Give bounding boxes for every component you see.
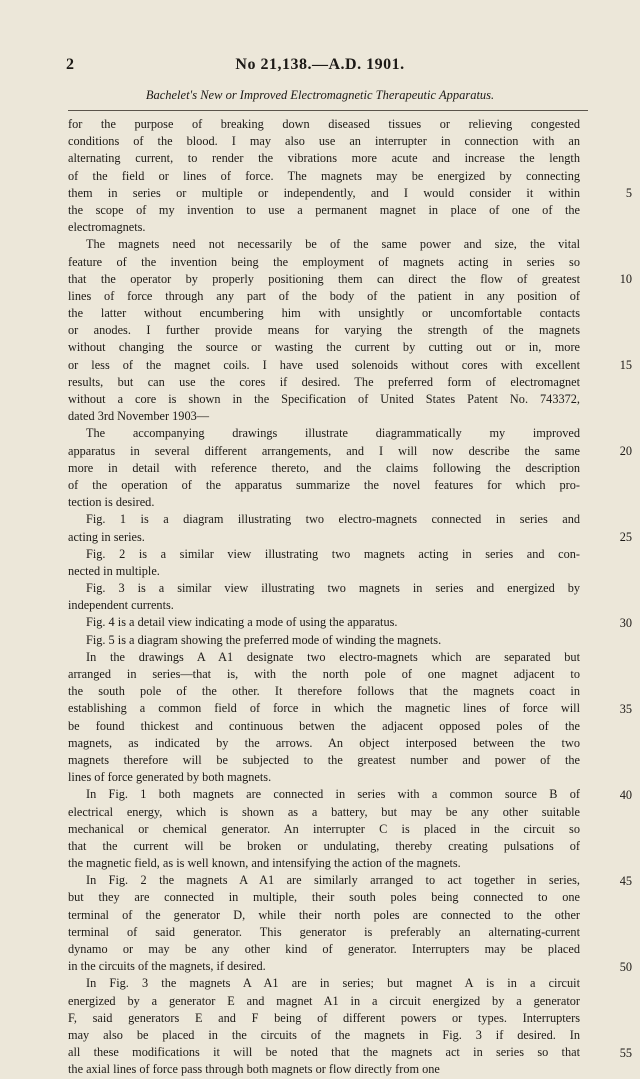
text-line: Fig. 5 is a diagram showing the preferred mode of winding the magnets. <box>86 632 442 647</box>
margin-line-number: 25 <box>619 529 632 544</box>
text-line: In Fig. 1 both magnets are connected in series with a common source B of <box>86 787 580 802</box>
text-line: mechanical or chemical generator. An interrupter C is placed in the circuit so <box>68 821 580 836</box>
text-line: without changing the source or wasting the current by cutting out or in, more <box>68 340 580 355</box>
text-line: dated 3rd November 1903— <box>68 409 210 424</box>
text-line: without a core is shown in the Specification of United States Patent No. 743372, <box>68 392 580 406</box>
text-line: electrical energy, which is shown as a battery, but may be any other suitable <box>68 804 580 819</box>
document-id: No 21,138.—A.D. 1901. <box>235 56 405 73</box>
margin-line-number: 50 <box>619 959 632 974</box>
text-line: magnets, as indicated by the arrows. An object interposed between the two <box>68 735 580 750</box>
text-line: dynamo or may be any other kind of generator. Interrupters may be placed <box>68 942 580 956</box>
text-line: the axial lines of force pass through both magnets or flow directly from one <box>68 1062 440 1077</box>
text-line: lines of force generated by both magnets. <box>68 770 272 785</box>
text-line: results, but can use the cores if desired. The preferred form of electromagnet <box>68 374 580 389</box>
text-line: tection is desired. <box>68 495 155 510</box>
text-line: that the current will be broken or undulating, thereby creating pulsations of <box>68 838 580 853</box>
margin-line-number: 35 <box>619 701 632 716</box>
page-number: 2 <box>66 56 74 73</box>
text-line: them in series or multiple or independently, and I would consider it within <box>68 185 580 200</box>
text-line: or anodes. I further provide means for varying the strength of the magnets <box>68 323 580 338</box>
text-line: all these modifications it will be noted that the magnets act in series so that <box>68 1045 580 1060</box>
text-line: or less of the magnet coils. I have used solenoids without cores with excellent <box>68 357 580 372</box>
text-line: but they are connected in multiple, their south poles being connected to one <box>68 890 580 905</box>
text-line: arranged in series—that is, with the north pole of one magnet adjacent to <box>68 667 580 681</box>
running-title: Bachelet's New or Improved Electromagnetic Therapeutic Apparatus. <box>145 88 495 102</box>
text-line: of the field or lines of force. The magnets may be energized by connecting <box>68 168 580 183</box>
body-text <box>68 116 580 1079</box>
text-line: in the circuits of the magnets, if desired. <box>68 959 266 974</box>
text-line: the magnetic field, as is well known, and intensifying the action of the magnets. <box>68 856 461 871</box>
margin-line-number: 5 <box>625 185 632 200</box>
text-line: alternating current, to render the vibrations more acute and increase the length <box>68 151 580 166</box>
margin-line-number: 20 <box>619 443 632 458</box>
text-line: establishing a common field of force in which the magnetic lines of force will <box>68 701 580 716</box>
text-line: terminal of the generator D, while their north poles are connected to the other <box>68 907 580 922</box>
text-line: terminal of said generator. This generator is preferably an alternating-current <box>68 924 580 939</box>
margin-line-number: 40 <box>619 787 632 802</box>
text-line: for the purpose of breaking down diseased tissues or relieving congested <box>68 117 580 131</box>
text-line: of the operation of the apparatus summarize the novel features for which pro- <box>68 477 580 492</box>
text-line: apparatus in several different arrangements, and I will now describe the same <box>68 443 580 458</box>
margin-line-number: 45 <box>619 873 632 888</box>
text-line: electromagnets. <box>68 220 146 235</box>
text-line: acting in series. <box>68 529 145 544</box>
text-line: F, said generators E and F being of different powers or types. Interrupters <box>68 1010 580 1025</box>
margin-line-number: 30 <box>619 615 632 630</box>
text-line: Fig. 1 is a diagram illustrating two electro-magnets connected in series and <box>86 512 580 527</box>
header-rule <box>68 110 588 111</box>
text-line: may also be placed in the circuits of the magnets in Fig. 3 if desired. In <box>68 1027 580 1042</box>
text-line: be found thickest and continuous betwen the adjacent opposed poles of the <box>68 718 580 733</box>
text-line: magnets therefore will be subjected to the greatest number and power of the <box>68 752 580 767</box>
text-line: energized by a generator E and magnet A1 in a circuit energized by a generator <box>68 993 580 1008</box>
text-line: lines of force through any part of the body of the patient in any position of <box>68 288 580 303</box>
margin-line-number: 10 <box>619 271 632 286</box>
text-line: The magnets need not necessarily be of the same power and size, the vital <box>86 237 580 252</box>
margin-line-number: 15 <box>619 357 632 372</box>
text-line: the latter without encumbering him with unsightly or uncomfortable contacts <box>68 306 580 321</box>
text-line: that the operator by properly positioning them can direct the flow of greatest <box>68 271 580 286</box>
text-line: the south pole of the other. It therefore follows that the magnets coact in <box>68 684 580 699</box>
page-header <box>0 56 640 80</box>
text-line: In Fig. 2 the magnets A A1 are similarly arranged to act together in series, <box>86 873 580 888</box>
text-line: feature of the invention being the employment of magnets acting in series so <box>68 254 580 269</box>
text-line: more in detail with reference thereto, and the claims following the description <box>68 460 580 475</box>
text-line: the scope of my invention to use a permanent magnet in place of one of the <box>68 202 580 217</box>
text-line: In Fig. 3 the magnets A A1 are in series; but magnet A is in a circuit <box>86 976 580 991</box>
text-line: Fig. 2 is a similar view illustrating two magnets acting in series and con- <box>86 546 580 561</box>
text-line: nected in multiple. <box>68 563 160 578</box>
text-line: Fig. 3 is a similar view illustrating two magnets in series and energized by <box>86 581 580 596</box>
text-line: conditions of the blood. I may also use an interrupter in connection with an <box>68 134 580 149</box>
margin-line-number: 55 <box>619 1045 632 1060</box>
text-line: The accompanying drawings illustrate diagrammatically my improved <box>86 426 580 441</box>
text-line: In the drawings A A1 designate two electro-magnets which are separated but <box>86 649 580 664</box>
text-line: independent currents. <box>68 598 174 613</box>
text-line: Fig. 4 is a detail view indicating a mode of using the apparatus. <box>86 615 398 630</box>
